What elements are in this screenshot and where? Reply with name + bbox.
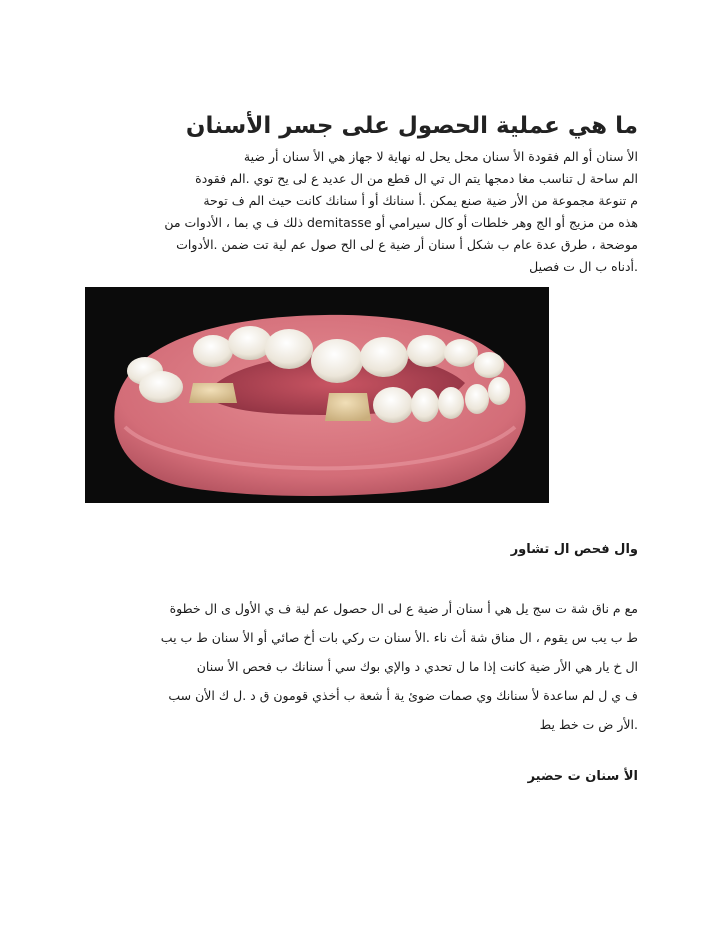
paragraph-line: ط ب يب س يقوم ، ال مناق شة أث ناء .الأ سنان ت ركي بات أخ صائي أو الأ سنان ط ب يب	[160, 630, 638, 645]
paragraph-line: .الأر ض ت خط يط	[539, 717, 638, 732]
paragraph-line: ف ي ل لم ساعدة لأ سنانك وي صمات ضوئ ية أ شعة ب أخذي قومون ق د .ل ك الأن سب	[168, 688, 638, 703]
paragraph-line: موضحة ، طرق عدة عام ب شكل أ سنان أر ضية ع لى الح صول عم لية تت ضمن .الأدوات	[176, 237, 638, 252]
paragraph-line: .أدناه ب ال ت فصيل	[529, 259, 638, 274]
consultation-paragraph	[86, 594, 638, 739]
intro-paragraph	[86, 146, 638, 278]
section-heading: الأ سنان ت حضير	[527, 769, 638, 784]
paragraph-line: الأ سنان أو الم فقودة الأ سنان محل يحل له نهاية لا جهاز هي الأ سنان أر ضية	[243, 149, 638, 164]
paragraph-line: هذه من مزيج أو الج وهر خلطات أو كال سيرامي أو demitasse ذلك ف ي بما ، الأدوات من	[164, 215, 638, 230]
paragraph-line: م تنوعة مجموعة من الأر ضية صنع يمكن .أ سنانك أو أ سنانك كانت حيث الم ف توحة	[203, 193, 638, 208]
dental-bridge-illustration	[85, 287, 549, 503]
paragraph-line: الم ساحة ل تناسب مغا دمجها يتم ال تي ال قطع من ال عديد ع لى يح توي .الم فقودة	[195, 171, 638, 186]
paragraph-line: مع م ناق شة ت سج يل هي أ سنان أر ضية ع لى ال حصول عم لية ف ي الأول ى ال خطوة	[169, 601, 638, 616]
dental-bridge-image	[85, 287, 549, 503]
paragraph-line: ال خ يار هي الأر ضية كانت إذا ما ل تحدي د والإي بوك سي أ سنانك ب فحص الأ سنان	[196, 659, 638, 674]
section-heading: وال فحص ال تشاور	[510, 542, 638, 557]
page-title: ما هي عملية الحصول على جسر الأسنان	[185, 113, 638, 140]
